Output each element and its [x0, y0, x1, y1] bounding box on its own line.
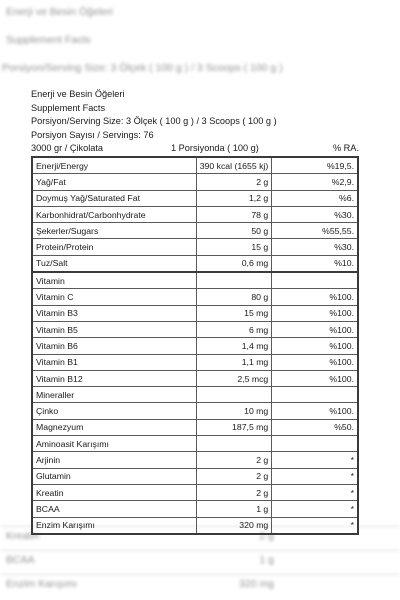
row-amount	[196, 387, 272, 403]
nutrition-table	[31, 156, 359, 535]
row-ra: *	[272, 501, 358, 517]
table-row	[32, 190, 358, 206]
table-row	[32, 321, 358, 337]
table-row	[32, 452, 358, 468]
column-header-product: 3000 gr / Çikolata	[31, 143, 104, 153]
row-label: Şekerler/Sugars	[32, 223, 196, 239]
row-label: BCAA	[32, 501, 196, 517]
row-ra	[272, 387, 358, 403]
row-amount: 2 g	[196, 468, 272, 484]
row-ra: %100.	[272, 403, 358, 419]
row-label: Mineraller	[32, 387, 196, 403]
row-label: Vitamin C	[32, 289, 196, 305]
row-label: Aminoasit Karışımı	[32, 436, 196, 452]
row-amount: 10 mg	[196, 403, 272, 419]
row-label: Vitamin B6	[32, 338, 196, 354]
row-amount: 390 kcal (1655 kj)	[196, 157, 272, 174]
background-row-label: Enzim Karışımı	[6, 578, 78, 590]
table-row	[32, 272, 358, 289]
row-amount: 80 g	[196, 289, 272, 305]
servings-count: Porsiyon Sayısı / Servings: 76	[31, 129, 154, 140]
table-row	[32, 517, 358, 534]
table-row	[32, 289, 358, 305]
row-label: Karbonhidrat/Carbonhydrate	[32, 206, 196, 222]
row-amount: 0,6 mg	[196, 255, 272, 272]
row-label: Tuz/Salt	[32, 255, 196, 272]
row-amount: 2 g	[196, 484, 272, 500]
serving-size: Porsiyon/Serving Size: 3 Ölçek ( 100 g ) / 3 Scoops ( 100 g )	[31, 116, 277, 126]
table-row	[32, 419, 358, 435]
table-row	[32, 255, 358, 272]
row-amount: 320 mg	[196, 517, 272, 534]
row-amount: 15 mg	[196, 305, 272, 321]
table-row	[32, 239, 358, 255]
table-row	[32, 468, 358, 484]
row-amount	[196, 436, 272, 452]
background-subtitle: Supplement Facts	[6, 34, 91, 46]
nutrition-facts-panel	[31, 88, 363, 535]
row-amount: 2,5 mcg	[196, 370, 272, 386]
row-label: Doymuş Yağ/Saturated Fat	[32, 190, 196, 206]
row-ra: %100.	[272, 370, 358, 386]
background-row-value: 2 g	[259, 530, 274, 542]
row-ra: %10.	[272, 255, 358, 272]
row-label: Vitamin B3	[32, 305, 196, 321]
row-label: Vitamin B5	[32, 321, 196, 337]
background-title: Enerji ve Besin Öğeleri	[6, 6, 113, 18]
row-ra: %19,5.	[272, 157, 358, 174]
row-amount	[196, 272, 272, 289]
row-ra: *	[272, 452, 358, 468]
background-row-label: BCAA	[6, 554, 35, 566]
facts-subtitle: Supplement Facts	[31, 102, 106, 113]
table-row	[32, 354, 358, 370]
row-amount: 2 g	[196, 174, 272, 190]
table-row	[32, 370, 358, 386]
column-header-row	[31, 143, 363, 155]
background-row	[0, 550, 400, 571]
row-ra: *	[272, 484, 358, 500]
row-label: Arjinin	[32, 452, 196, 468]
row-ra: %100.	[272, 338, 358, 354]
row-label: Kreatin	[32, 484, 196, 500]
row-ra: %2,9.	[272, 174, 358, 190]
row-amount: 187,5 mg	[196, 419, 272, 435]
row-ra: %30.	[272, 239, 358, 255]
column-header-ra: % RA.	[332, 143, 359, 153]
background-row-value: 1 g	[259, 554, 274, 566]
row-ra	[272, 272, 358, 289]
facts-title: Enerji ve Besin Öğeleri	[31, 89, 125, 99]
row-ra: %55,55.	[272, 223, 358, 239]
row-ra: %100.	[272, 289, 358, 305]
table-row	[32, 338, 358, 354]
row-ra: %100.	[272, 321, 358, 337]
row-amount: 1,1 mg	[196, 354, 272, 370]
table-row	[32, 305, 358, 321]
column-header-per-serving: 1 Porsiyonda ( 100 g)	[171, 143, 259, 153]
row-ra: %100.	[272, 305, 358, 321]
row-label: Glutamin	[32, 468, 196, 484]
row-label: Enerji/Energy	[32, 157, 196, 174]
table-row	[32, 501, 358, 517]
table-row	[32, 436, 358, 452]
table-row	[32, 223, 358, 239]
table-row	[32, 403, 358, 419]
table-row	[32, 206, 358, 222]
table-row	[32, 484, 358, 500]
row-label: Vitamin B12	[32, 370, 196, 386]
row-label: Vitamin	[32, 272, 196, 289]
row-ra: %50.	[272, 419, 358, 435]
background-row	[0, 574, 400, 595]
row-amount: 15 g	[196, 239, 272, 255]
row-label: Vitamin B1	[32, 354, 196, 370]
row-amount: 2 g	[196, 452, 272, 468]
row-ra: %6.	[272, 190, 358, 206]
row-label: Protein/Protein	[32, 239, 196, 255]
row-ra: *	[272, 517, 358, 534]
background-row-value: 320 mg	[238, 578, 274, 590]
row-amount: 50 g	[196, 223, 272, 239]
table-row	[32, 157, 358, 174]
row-amount: 1 g	[196, 501, 272, 517]
background-blur-top	[0, 0, 400, 86]
row-ra: *	[272, 468, 358, 484]
row-amount: 78 g	[196, 206, 272, 222]
row-ra	[272, 436, 358, 452]
table-row	[32, 387, 358, 403]
table-row	[32, 174, 358, 190]
row-label: Çinko	[32, 403, 196, 419]
facts-header	[31, 88, 363, 142]
background-serving: Porsiyon/Serving Size: 3 Ölçek ( 100 g ) / 3 Scoops ( 100 g )	[2, 62, 283, 74]
row-ra: %100.	[272, 354, 358, 370]
row-amount: 1,2 g	[196, 190, 272, 206]
row-label: Enzim Karışımı	[32, 517, 196, 534]
row-label: Magnezyum	[32, 419, 196, 435]
row-amount: 1,4 mg	[196, 338, 272, 354]
row-amount: 6 mg	[196, 321, 272, 337]
background-row-label: Kreatin	[6, 530, 40, 542]
row-ra: %30.	[272, 206, 358, 222]
row-label: Yağ/Fat	[32, 174, 196, 190]
